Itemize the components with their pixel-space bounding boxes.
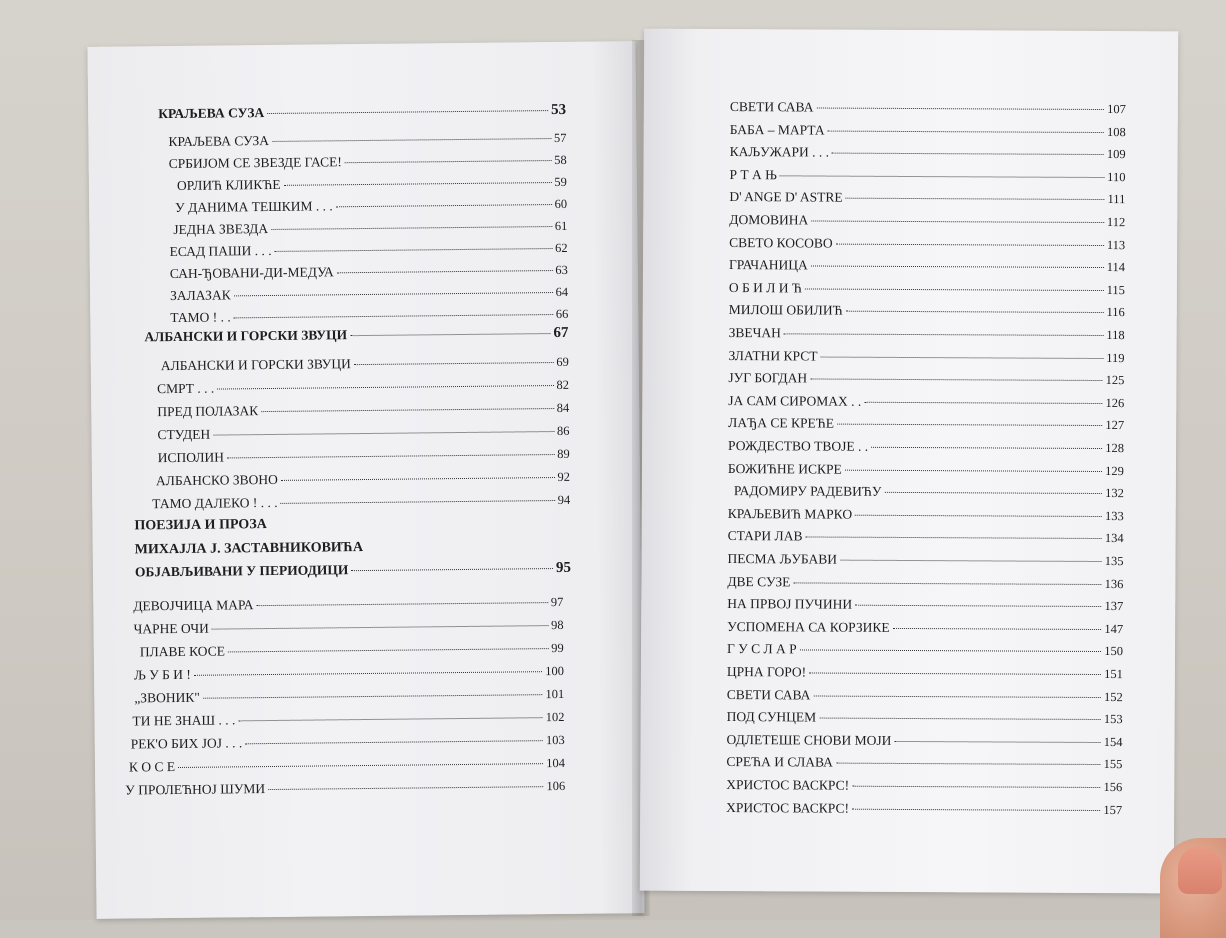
toc-entry[interactable] — [157, 377, 569, 397]
toc-entry-page: 66 — [555, 306, 569, 322]
toc-entry-page: 152 — [1103, 689, 1123, 704]
toc-entry-title: ДЕВОЈЧИЦА МАРА — [133, 597, 254, 614]
toc-entry-page: 147 — [1104, 621, 1124, 636]
toc-entry[interactable] — [726, 732, 1122, 750]
toc-entry-title: СВЕТО КОСОВО — [729, 234, 833, 251]
toc-entry-title: ЕСАД ПАШИ . . . — [169, 242, 272, 260]
toc-entry[interactable] — [729, 212, 1125, 230]
toc-entry-page: 103 — [545, 732, 565, 748]
toc-leader-dots — [234, 292, 553, 296]
toc-leader-dots — [271, 226, 552, 230]
toc-entry[interactable] — [134, 686, 564, 707]
toc-leader-dots — [194, 671, 542, 676]
toc-entry-title: ТИ НЕ ЗНАШ . . . — [132, 712, 236, 729]
toc-entry[interactable] — [727, 619, 1123, 637]
toc-entry-page: 92 — [557, 469, 571, 484]
toc-entry-title: Љ У Б И ! — [133, 666, 191, 683]
toc-leader-dots — [256, 602, 547, 606]
toc-entry-page: 153 — [1103, 712, 1123, 727]
toc-leader-dots — [793, 582, 1101, 585]
toc-leader-dots — [213, 431, 554, 436]
toc-leader-dots — [852, 786, 1100, 788]
toc-entry-title: ЛАЂА СЕ КРЕЋЕ — [728, 415, 835, 431]
toc-entry[interactable] — [173, 218, 567, 238]
toc-entry[interactable] — [727, 709, 1123, 727]
toc-entry-title: ПЛАВЕ КОСЕ — [139, 643, 225, 660]
right-page — [640, 29, 1179, 894]
toc-leader-dots — [217, 385, 553, 390]
toc-leader-dots — [275, 248, 552, 252]
toc-entry[interactable] — [156, 469, 570, 489]
toc-leader-dots — [846, 311, 1104, 313]
toc-entry-title: У ДАНИМА ТЕШКИМ . . . — [175, 198, 333, 215]
toc-entry[interactable] — [729, 280, 1125, 298]
toc-entry-page: 107 — [1107, 102, 1126, 117]
toc-entry-page: 94 — [557, 492, 571, 507]
toc-leader-dots — [337, 270, 553, 273]
toc-entry-page: 137 — [1104, 599, 1124, 614]
toc-entry[interactable] — [134, 663, 564, 684]
toc-leader-dots — [203, 694, 543, 699]
toc-entry-page: 127 — [1105, 418, 1125, 433]
toc-entry-title: КРАЉЕВА СУЗА — [168, 132, 270, 150]
toc-entry-title: ОДЛЕТЕШЕ СНОВИ МОЈИ — [726, 731, 892, 748]
toc-entry-page: 108 — [1106, 124, 1126, 139]
toc-entry-title: ДОМОВИНА — [729, 212, 809, 228]
toc-leader-dots — [354, 362, 553, 365]
toc-entry-title: О Б И Л И Ћ — [728, 279, 802, 296]
toc-entry-page: 102 — [545, 709, 565, 725]
toc-entry-title: ИСПОЛИН — [157, 449, 225, 466]
toc-leader-dots — [245, 740, 543, 744]
toc-entry-page: 118 — [1106, 328, 1125, 343]
toc-section-header[interactable] — [144, 325, 568, 346]
toc-entry[interactable] — [157, 423, 569, 443]
toc-entry[interactable] — [728, 528, 1124, 546]
toc-entry[interactable] — [158, 446, 570, 466]
toc-section-header[interactable] — [158, 102, 566, 123]
toc-entry-page: 151 — [1104, 667, 1123, 682]
toc-entry-page: 109 — [1106, 147, 1126, 162]
toc-leader-dots — [846, 198, 1105, 200]
toc-entry[interactable] — [728, 393, 1124, 411]
toc-entry-page: 125 — [1105, 373, 1125, 388]
toc-leader-dots — [234, 314, 553, 318]
toc-leader-dots — [852, 808, 1100, 810]
toc-leader-dots — [894, 741, 1100, 743]
toc-entry-title: ТАМО ДАЛЕКО ! . . . — [152, 494, 278, 512]
toc-entry-page: 110 — [1107, 169, 1126, 184]
toc-entry-title: РЕК'О БИХ ЈОЈ . . . — [130, 735, 243, 752]
toc-entry-title: Г У С Л А Р — [726, 641, 797, 657]
toc-entry-page: 59 — [554, 174, 567, 190]
toc-entry[interactable] — [730, 122, 1126, 140]
toc-entry[interactable] — [125, 778, 565, 799]
toc-entry[interactable] — [157, 400, 569, 420]
toc-entry-title: ПОД СУНЦЕМ — [726, 709, 817, 725]
toc-entry-title: МИЛОШ ОБИЛИЋ — [728, 302, 843, 319]
toc-leader-dots — [805, 537, 1101, 540]
toc-entry-page: 119 — [1106, 350, 1125, 365]
toc-leader-dots — [893, 628, 1102, 630]
toc-leader-dots — [810, 379, 1103, 382]
toc-entry[interactable] — [161, 354, 569, 374]
toc-entry-page: 58 — [554, 152, 567, 168]
toc-entry[interactable] — [726, 777, 1122, 795]
toc-entry-title: ЈЕДНА ЗВЕЗДА — [173, 221, 269, 238]
toc-leader-dots — [828, 130, 1104, 132]
toc-leader-dots — [178, 763, 543, 768]
toc-entry-title: ГРАЧАНИЦА — [728, 257, 808, 273]
toc-leader-dots — [805, 288, 1104, 291]
toc-entry-page: 106 — [546, 778, 566, 794]
toc-entry[interactable] — [727, 551, 1123, 569]
toc-entry-title: К О С Е — [128, 759, 176, 775]
toc-leader-dots — [840, 560, 1102, 562]
toc-entry-title: У ПРОЛЕЋНОЈ ШУМИ — [125, 781, 266, 798]
toc-entry-title: ОРЛИЋ КЛИКЋЕ — [176, 176, 281, 193]
toc-section-title: АЛБАНСКИ И ГОРСКИ ЗВУЦИ — [144, 327, 348, 345]
toc-leader-dots — [871, 447, 1102, 449]
toc-entry[interactable] — [729, 325, 1125, 343]
toc-leader-dots — [284, 182, 552, 186]
toc-entry[interactable] — [152, 492, 570, 512]
toc-entry[interactable] — [728, 461, 1124, 479]
toc-entry-title: УСПОМЕНА СА КОРЗИКЕ — [727, 618, 890, 635]
toc-leader-dots — [261, 408, 553, 412]
toc-leader-dots — [780, 175, 1104, 178]
toc-entry-title: АЛБАНСКИ И ГОРСКИ ЗВУЦИ — [160, 356, 351, 374]
toc-entry-title: ТАМО ! . . — [170, 309, 231, 326]
toc-entry-title: СРБИЈОМ СЕ ЗВЕЗДЕ ГАСЕ! — [168, 154, 342, 172]
toc-entry-page: 64 — [555, 284, 569, 300]
toc-entry-page: 132 — [1105, 486, 1124, 501]
toc-entry[interactable] — [170, 284, 568, 304]
toc-leader-dots — [813, 695, 1101, 698]
toc-entry[interactable] — [728, 506, 1124, 524]
toc-entry[interactable] — [169, 152, 567, 172]
toc-section-page: 95 — [555, 559, 572, 577]
toc-entry-page: 115 — [1106, 282, 1125, 297]
toc-leader-dots — [864, 402, 1102, 404]
toc-leader-dots — [800, 650, 1102, 653]
toc-leader-dots — [268, 786, 543, 790]
toc-entry[interactable] — [133, 594, 563, 615]
toc-leader-dots — [281, 477, 555, 481]
toc-entry-page: 156 — [1103, 780, 1123, 795]
toc-entry-title: ЗЛАТНИ КРСТ — [728, 347, 818, 364]
toc-leader-dots — [845, 469, 1102, 471]
toc-entry-page: 128 — [1105, 441, 1125, 456]
toc-entry-page: 104 — [546, 755, 566, 771]
toc-entry-title: БАБА – МАРТА — [729, 121, 825, 138]
toc-entry-title: ХРИСТОС ВАСКРС! — [726, 799, 850, 816]
toc-entry[interactable] — [728, 415, 1124, 433]
toc-leader-dots — [819, 718, 1101, 720]
toc-entry-page: 82 — [556, 377, 570, 392]
toc-leader-dots — [272, 138, 551, 142]
toc-entry-page: 61 — [554, 218, 568, 234]
toc-entry-title: „ЗВОНИК" — [134, 689, 200, 706]
toc-entry-title: ХРИСТОС ВАСКРС! — [726, 777, 850, 793]
toc-entry-title: ЈУГ БОГДАН — [728, 370, 808, 386]
toc-entry[interactable] — [170, 262, 568, 282]
toc-entry-title: ЗВЕЧАН — [728, 325, 782, 341]
toc-entry-page: 126 — [1105, 395, 1125, 410]
toc-entry-title: D' ANGE D' ASTRE — [729, 189, 843, 206]
toc-section-title: ОБЈАВЉИВАНИ У ПЕРИОДИЦИ — [134, 562, 349, 580]
toc-entry-page: 113 — [1106, 237, 1126, 252]
toc-entry-page: 112 — [1106, 215, 1126, 230]
toc-leader-dots — [227, 454, 554, 458]
toc-leader-dots — [811, 220, 1104, 223]
toc-entry[interactable] — [734, 483, 1124, 501]
toc-entry[interactable] — [131, 732, 565, 753]
toc-entry[interactable] — [730, 144, 1126, 162]
toc-section-header[interactable] — [135, 560, 571, 582]
toc-leader-dots — [820, 356, 1103, 358]
toc-leader-dots — [345, 160, 551, 163]
toc-entry[interactable] — [727, 574, 1123, 592]
toc-entry-title: ПЕСМА ЉУБАВИ — [727, 551, 838, 567]
toc-entry-page: 154 — [1103, 734, 1123, 749]
toc-entry-page: 135 — [1104, 554, 1124, 569]
toc-entry[interactable] — [177, 174, 567, 194]
toc-leader-dots — [884, 492, 1102, 494]
toc-entry-page: 150 — [1104, 644, 1124, 659]
toc-entry-page: 69 — [556, 354, 569, 370]
toc-section-title-line: ПОЕЗИЈА И ПРОЗА — [134, 517, 267, 534]
toc-leader-dots — [212, 625, 548, 630]
toc-entry-title: КРАЉЕВИЋ МАРКО — [727, 505, 853, 522]
toc-entry-page: 136 — [1104, 576, 1124, 591]
toc-entry-title: СТУДЕН — [157, 426, 211, 443]
toc-entry[interactable] — [726, 800, 1122, 818]
toc-leader-dots — [832, 153, 1104, 155]
toc-entry[interactable] — [175, 196, 567, 216]
toc-entry[interactable] — [728, 438, 1124, 456]
toc-entry-page: 84 — [556, 400, 570, 415]
toc-entry-page: 157 — [1103, 802, 1123, 817]
toc-entry-page: 63 — [555, 262, 568, 278]
toc-entry-page: 129 — [1105, 463, 1124, 478]
toc-entry-title: ЈА САМ СИРОМАХ . . — [728, 392, 862, 409]
left-page — [87, 41, 644, 919]
toc-entry-page: 98 — [550, 617, 564, 633]
toc-entry[interactable] — [132, 709, 564, 730]
toc-entry[interactable] — [729, 167, 1125, 185]
toc-entry-page: 57 — [553, 130, 567, 146]
toc-entry[interactable] — [729, 302, 1125, 320]
toc-entry-title: ПРЕД ПОЛАЗАК — [157, 403, 259, 420]
toc-leader-dots — [784, 333, 1103, 336]
toc-entry[interactable] — [133, 617, 563, 638]
toc-section-title: КРАЉЕВА СУЗА — [158, 105, 265, 122]
toc-entry-title: ЗАЛАЗАК — [169, 287, 231, 304]
toc-entry-title: АЛБАНСКО ЗВОНО — [155, 471, 278, 489]
toc-leader-dots — [836, 763, 1101, 765]
toc-leader-dots — [809, 672, 1101, 675]
toc-leader-dots — [281, 500, 555, 504]
toc-entry-page: 86 — [556, 423, 570, 438]
toc-entry-page: 89 — [557, 446, 570, 461]
toc-entry-title: ЧАРНЕ ОЧИ — [133, 620, 209, 637]
toc-entry[interactable] — [727, 687, 1123, 705]
toc-entry-title: СРЕЋА И СЛАВА — [726, 754, 833, 770]
toc-entry-page: 60 — [554, 196, 568, 212]
toc-entry-page: 114 — [1106, 260, 1126, 275]
toc-leader-dots — [837, 424, 1102, 426]
toc-entry[interactable] — [140, 640, 564, 660]
toc-entry[interactable] — [727, 596, 1123, 614]
toc-entry[interactable] — [729, 257, 1125, 275]
toc-entry-title: Р Т А Њ — [729, 166, 777, 183]
toc-entry-title: СВЕТИ САВА — [726, 686, 811, 703]
toc-entry-title: САН-ЂОВАНИ-ДИ-МЕДУА — [169, 264, 334, 282]
toc-entry-title: БОЖИЋНЕ ИСКРЕ — [727, 460, 842, 477]
toc-entry-page: 155 — [1103, 757, 1123, 772]
toc-entry-page: 101 — [545, 686, 565, 702]
toc-entry-title: РОЖДЕСТВО ТВОЈЕ . . — [728, 438, 869, 454]
toc-entry-title: ДВЕ СУЗЕ — [727, 573, 791, 589]
toc-entry[interactable] — [728, 370, 1124, 388]
toc-leader-dots — [238, 717, 542, 721]
toc-entry-page: 116 — [1106, 305, 1125, 320]
toc-section-title-line: МИХАЈЛА Ј. ЗАСТАВНИКОВИЋА — [134, 540, 364, 558]
toc-entry-page: 134 — [1104, 531, 1124, 546]
toc-entry-title: СВЕТИ САВА — [729, 99, 814, 115]
fingernail — [1178, 846, 1222, 894]
toc-entry[interactable] — [727, 641, 1123, 659]
toc-entry-page: 99 — [551, 640, 564, 656]
toc-leader-dots — [855, 515, 1102, 517]
toc-entry[interactable] — [726, 754, 1122, 772]
toc-entry-title: ЦРНА ГОРО! — [726, 664, 807, 680]
toc-entry-page: 133 — [1104, 508, 1124, 523]
toc-entry-page: 97 — [550, 594, 564, 610]
toc-entry-title: СМРТ . . . — [156, 380, 215, 397]
toc-leader-dots — [228, 648, 548, 652]
toc-leader-dots — [836, 243, 1104, 245]
toc-entry[interactable] — [170, 240, 568, 260]
toc-entry[interactable] — [729, 348, 1125, 366]
toc-entry[interactable] — [729, 235, 1125, 253]
toc-entry[interactable] — [729, 189, 1125, 207]
toc-entry-title: СТАРИ ЛАВ — [727, 528, 803, 544]
toc-entry[interactable] — [168, 130, 566, 150]
toc-entry-page: 100 — [545, 663, 565, 679]
toc-entry-page: 62 — [555, 240, 568, 256]
toc-entry-page: 111 — [1107, 192, 1126, 207]
toc-entry[interactable] — [170, 306, 568, 326]
toc-entry-title: НА ПРВОЈ ПУЧИНИ — [727, 596, 853, 612]
toc-section-page: 53 — [551, 101, 567, 119]
toc-entry[interactable] — [730, 99, 1126, 117]
toc-entry-title: КАЉУЖАРИ . . . — [729, 144, 830, 160]
toc-entry[interactable] — [129, 755, 565, 776]
toc-entry[interactable] — [727, 664, 1123, 682]
toc-leader-dots — [855, 605, 1101, 607]
toc-leader-dots — [811, 266, 1104, 269]
toc-entry-title: РАДОМИРУ РАДЕВИЋУ — [733, 483, 882, 500]
toc-leader-dots — [816, 108, 1104, 111]
toc-section-page: 67 — [553, 324, 569, 342]
toc-leader-dots — [336, 204, 552, 207]
